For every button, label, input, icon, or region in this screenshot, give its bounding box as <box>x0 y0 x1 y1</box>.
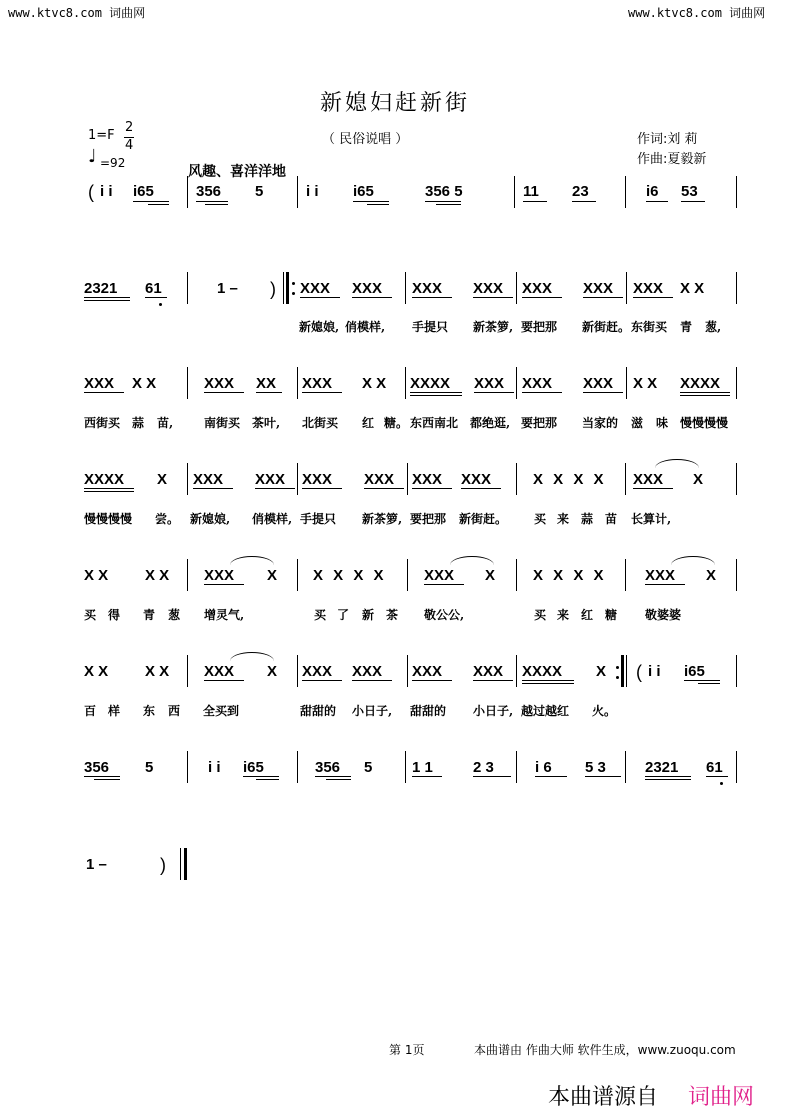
lyric: 新街赶。 <box>582 320 631 334</box>
lyric: 红 <box>362 416 375 430</box>
lyric: 蒜 <box>581 512 594 526</box>
tempo: =92 <box>100 156 126 170</box>
note-group: X X <box>362 375 387 392</box>
lyric: 茶叶, <box>252 416 281 430</box>
note-group: i 6 <box>535 759 552 776</box>
lyric: 当家的 <box>582 416 619 430</box>
note-group: XXX <box>633 471 664 488</box>
note-group: X X <box>145 663 170 680</box>
note-group: X <box>706 567 717 584</box>
note-group: i65 <box>243 759 264 776</box>
note-group: XXX <box>204 567 235 584</box>
lyric: 小日子, <box>473 704 514 718</box>
note-group: X X X X <box>533 471 604 488</box>
note-group: X X X X <box>313 567 384 584</box>
note-group: XXX <box>633 280 664 297</box>
lyric: 增灵气, <box>204 608 245 622</box>
note-group: i i <box>208 759 221 776</box>
lyric: 味 <box>656 416 669 430</box>
note-group: X X <box>680 280 705 297</box>
lyric: 糖。 <box>384 416 409 430</box>
watermark-right: www.ktvc8.com 词曲网 <box>628 6 766 20</box>
lyric: 买 <box>84 608 97 622</box>
footer-note: 本曲谱由 作曲大师 软件生成，www.zuoqu.com <box>474 1043 736 1057</box>
lyric: 来 <box>557 512 570 526</box>
lyric: 新茶箩, <box>362 512 403 526</box>
note-group: 5 3 <box>585 759 606 776</box>
note-group: X <box>485 567 496 584</box>
note-group: XXX <box>255 471 286 488</box>
lyric: 糖 <box>605 608 618 622</box>
note-group: XXX <box>364 471 395 488</box>
note-group: XXX <box>204 663 235 680</box>
lyric: 要把那 <box>521 416 558 430</box>
lyric: 手提只 <box>300 512 337 526</box>
note-group: 61 <box>706 759 723 776</box>
lyric: 北街买 <box>302 416 339 430</box>
note-group: 1 1 <box>412 759 433 776</box>
lyric: 得 <box>108 608 121 622</box>
lyric: 西 <box>168 704 181 718</box>
lyricist: 作词:刘 莉 <box>637 132 698 147</box>
note-group: 1 – <box>86 856 107 873</box>
lyric: 火。 <box>592 704 617 718</box>
note-group: XXX <box>204 375 235 392</box>
note-group: XXX <box>352 663 383 680</box>
note-group: XXX <box>461 471 492 488</box>
note-group: XXX <box>352 280 383 297</box>
time-top: 2 <box>125 120 134 135</box>
note-group: ) <box>160 855 166 875</box>
note-group: i65 <box>133 183 154 200</box>
note-group: XXX <box>302 663 333 680</box>
note-group: i i <box>100 183 113 200</box>
lyric: 东街买 <box>631 320 668 334</box>
note-group: i i <box>648 663 661 680</box>
source-banner-left: 本曲谱源自 <box>548 1085 659 1110</box>
lyric: 俏模样, <box>345 320 386 334</box>
note-group: 2321 <box>645 759 679 776</box>
lyric: 买 <box>534 608 547 622</box>
lyric: 新媳娘, <box>299 320 340 334</box>
note-group: i65 <box>353 183 374 200</box>
lyric: 俏模样, <box>252 512 293 526</box>
note-group: XXX <box>193 471 224 488</box>
note-group: XXX <box>300 280 331 297</box>
lyric: 来 <box>557 608 570 622</box>
note-group: ( <box>88 182 94 202</box>
source-banner-right[interactable]: 词曲网 <box>688 1085 755 1110</box>
lyric: 慢慢慢慢 <box>84 512 133 526</box>
lyric: 南街买 <box>204 416 241 430</box>
note-group: XXX <box>583 375 614 392</box>
lyric: 苗 <box>605 512 618 526</box>
watermark-left: www.ktvc8.com 词曲网 <box>8 6 146 20</box>
lyric: 东西南北 <box>410 416 459 430</box>
note-group: i6 <box>646 183 659 200</box>
note-group: X <box>596 663 607 680</box>
note-group: 5 <box>364 759 373 776</box>
note-group: XXXX <box>84 471 125 488</box>
note-group: 356 <box>196 183 222 200</box>
note-group: X X <box>84 663 109 680</box>
note-group: X <box>267 663 278 680</box>
lyric: 慢慢慢慢 <box>680 416 729 430</box>
page-title: 新媳妇赶新街 <box>319 91 470 116</box>
note-group: 2 3 <box>473 759 494 776</box>
note-group: X X <box>633 375 658 392</box>
note-group: X X <box>84 567 109 584</box>
lyric: 茶 <box>386 608 399 622</box>
note-group: 53 <box>681 183 698 200</box>
lyric: 葱 <box>168 608 181 622</box>
note-group: 2321 <box>84 280 118 297</box>
note-group: XXX <box>84 375 115 392</box>
lyric: 样 <box>108 704 121 718</box>
note-group: XXXX <box>522 663 563 680</box>
note-group: XXX <box>645 567 676 584</box>
lyric: 买 <box>534 512 547 526</box>
note-group: X X <box>132 375 157 392</box>
note-group: 61 <box>145 280 162 297</box>
lyric: 新茶箩, <box>473 320 514 334</box>
lyric: 新 <box>362 608 375 622</box>
note-group: XXX <box>412 280 443 297</box>
key-signature: 1=F <box>88 128 115 143</box>
note-group: XXX <box>302 375 333 392</box>
note-group: XXXX <box>680 375 721 392</box>
lyric: 蒜 <box>132 416 145 430</box>
note-group: XXX <box>583 280 614 297</box>
lyric: 长算计, <box>631 512 672 526</box>
note-group: 1 – <box>217 280 238 297</box>
note-group: 5 <box>145 759 154 776</box>
lyric: 全买到 <box>203 704 240 718</box>
note-group: XXX <box>473 280 504 297</box>
lyric: 百 <box>84 704 97 718</box>
lyric: 买 <box>314 608 327 622</box>
note-group: X <box>157 471 168 488</box>
lyric: 都绝逛, <box>470 416 511 430</box>
note-group: 356 <box>315 759 341 776</box>
note-group: ( <box>636 662 642 682</box>
lyric: 手提只 <box>412 320 449 334</box>
note-group: XXX <box>522 280 553 297</box>
lyric: 尝。 <box>155 512 180 526</box>
lyric: 滋 <box>631 416 644 430</box>
note-group: XXX <box>424 567 455 584</box>
note-group: XXX <box>412 663 443 680</box>
note-group: XXX <box>412 471 443 488</box>
time-bottom: 4 <box>125 138 134 153</box>
quarter-note-icon: ♩ <box>88 146 97 167</box>
subtitle: （ 民俗说唱 ） <box>322 132 409 147</box>
note-group: 356 5 <box>425 183 463 200</box>
note-group: X <box>693 471 704 488</box>
lyric: 越过越红 <box>521 704 570 718</box>
lyric: 红 <box>581 608 594 622</box>
lyric: 了 <box>337 608 350 622</box>
note-group: 5 <box>255 183 264 200</box>
lyric: 小日子, <box>352 704 393 718</box>
lyric: 敬公公, <box>424 608 465 622</box>
lyric: 要把那 <box>410 512 447 526</box>
lyric: 敬婆婆 <box>645 608 682 622</box>
lyric: 苗, <box>157 416 174 430</box>
lyric: 甜甜的 <box>410 704 447 718</box>
lyric: 东 <box>143 704 156 718</box>
note-group: i65 <box>684 663 705 680</box>
note-group: 356 <box>84 759 110 776</box>
lyric: 要把那 <box>521 320 558 334</box>
lyric: 西街买 <box>84 416 121 430</box>
note-group: i i <box>306 183 319 200</box>
expression-mark: 风趣、喜洋洋地 <box>188 164 286 180</box>
note-group: XXX <box>473 663 504 680</box>
note-group: XXXX <box>410 375 451 392</box>
note-group: 11 <box>523 183 539 200</box>
page-number: 第 1页 <box>389 1043 425 1057</box>
note-group: X X X X <box>533 567 604 584</box>
note-group: XXX <box>474 375 505 392</box>
note-group: X <box>267 567 278 584</box>
note-group: XXX <box>302 471 333 488</box>
lyric: 新街赶。 <box>459 512 508 526</box>
lyric: 青 <box>143 608 156 622</box>
note-group: 23 <box>572 183 589 200</box>
lyric: 甜甜的 <box>300 704 337 718</box>
lyric: 葱, <box>705 320 722 334</box>
composer: 作曲:夏毅新 <box>637 152 707 167</box>
lyric: 青 <box>680 320 693 334</box>
note-group: X X <box>145 567 170 584</box>
note-group: XX <box>256 375 277 392</box>
lyric: 新媳娘, <box>190 512 231 526</box>
note-group: ) <box>270 279 276 299</box>
note-group: XXX <box>522 375 553 392</box>
